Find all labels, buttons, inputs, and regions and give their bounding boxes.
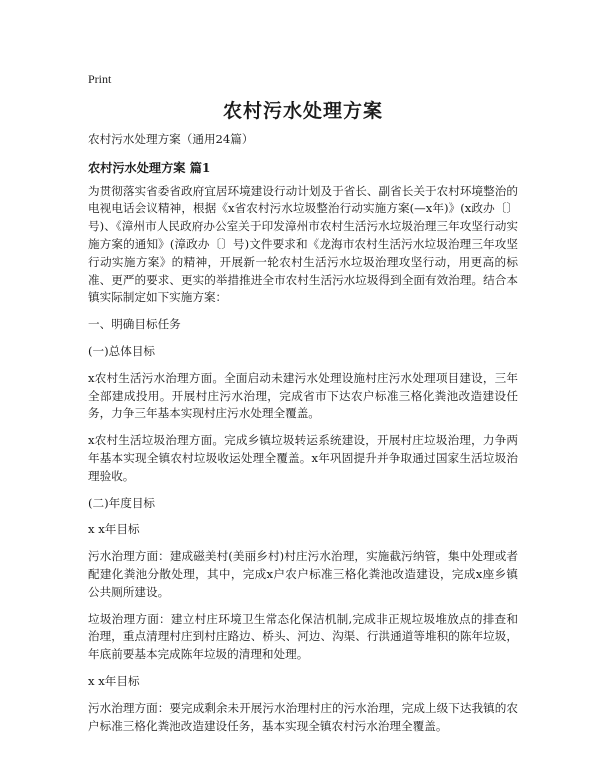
document-subtitle: 农村污水处理方案（通用24篇） — [88, 132, 254, 146]
goal-sewage-paragraph: x农村生活污水治理方面。全面启动未建污水处理设施村庄污水处理项目建设，三年全部建成投用。开展村庄污水治理，完成省市下达农户标准三格化粪池改造建设任务，力争三年基本实现村庄污水处理全覆盖。 — [88, 370, 518, 421]
document-body — [88, 131, 518, 744]
section-heading-goals: 一、明确目标任务 — [88, 317, 181, 332]
year-2-heading: x x年目标 — [88, 673, 140, 688]
intro-paragraph: 为贯彻落实省委省政府宜居环境建设行动计划及于省长、副省长关于农村环境整治的电视电话会议精神，根据《x省农村污水垃圾整治行动实施方案(—x年)》(x政办〔〕号)、《漳州市人民政府办公室关于印发漳州市农村生活污水垃圾治理三年攻坚行动实施方案的通知》(漳政办〔〕号)文件要求和《龙海市农村生活污水垃圾治理三年攻坚行动实施方案》的精神，开展新一轮农村生活污水垃圾治理攻坚行动，用更高的标准、更严的要求、更实的举措推进全市农村生活污水垃圾得到全面有效治理。结合本镇实际制定如下实施方案： — [88, 183, 518, 305]
document-title: 农村污水处理方案 — [222, 100, 383, 122]
year-2-sewage-paragraph: 污水治理方面：要完成剩余未开展污水治理村庄的污水治理，完成上级下达我镇的农户标准三格化粪池改造建设任务，基本实现全镇农村污水治理全覆盖。 — [88, 700, 518, 733]
goal-garbage-paragraph: x农村生活垃圾治理方面。完成乡镇垃圾转运系统建设，开展村庄垃圾治理，力争两年基本实现全镇农村垃圾收运处理全覆盖。x年巩固提升并争取通过国家生活垃圾治理验收。 — [88, 433, 518, 483]
year-1-sewage-paragraph: 污水治理方面：建成磁美村(美丽乡村)村庄污水治理，实施截污纳管，集中处理或者配建化粪池分散处理，其中，完成x户农户标准三格化粪池改造建设，完成x座乡镇公共厕所建设。 — [88, 549, 518, 599]
section-heading-overall: (一)总体目标 — [88, 343, 156, 358]
year-1-garbage-paragraph: 垃圾治理方面：建立村庄环境卫生常态化保洁机制,完成非正规垃圾堆放点的排查和治理，重点清理村庄到村庄路边、桥头、河边、沟渠、行洪通道等堆积的陈年垃圾，年底前要基本完成陈年垃圾的清理和处理。 — [88, 611, 518, 662]
chapter-title: 农村污水处理方案 篇1 — [88, 160, 211, 175]
year-1-heading: x x年目标 — [88, 522, 140, 537]
section-heading-annual: (二)年度目标 — [88, 495, 156, 510]
print-label[interactable]: Print — [88, 72, 112, 86]
